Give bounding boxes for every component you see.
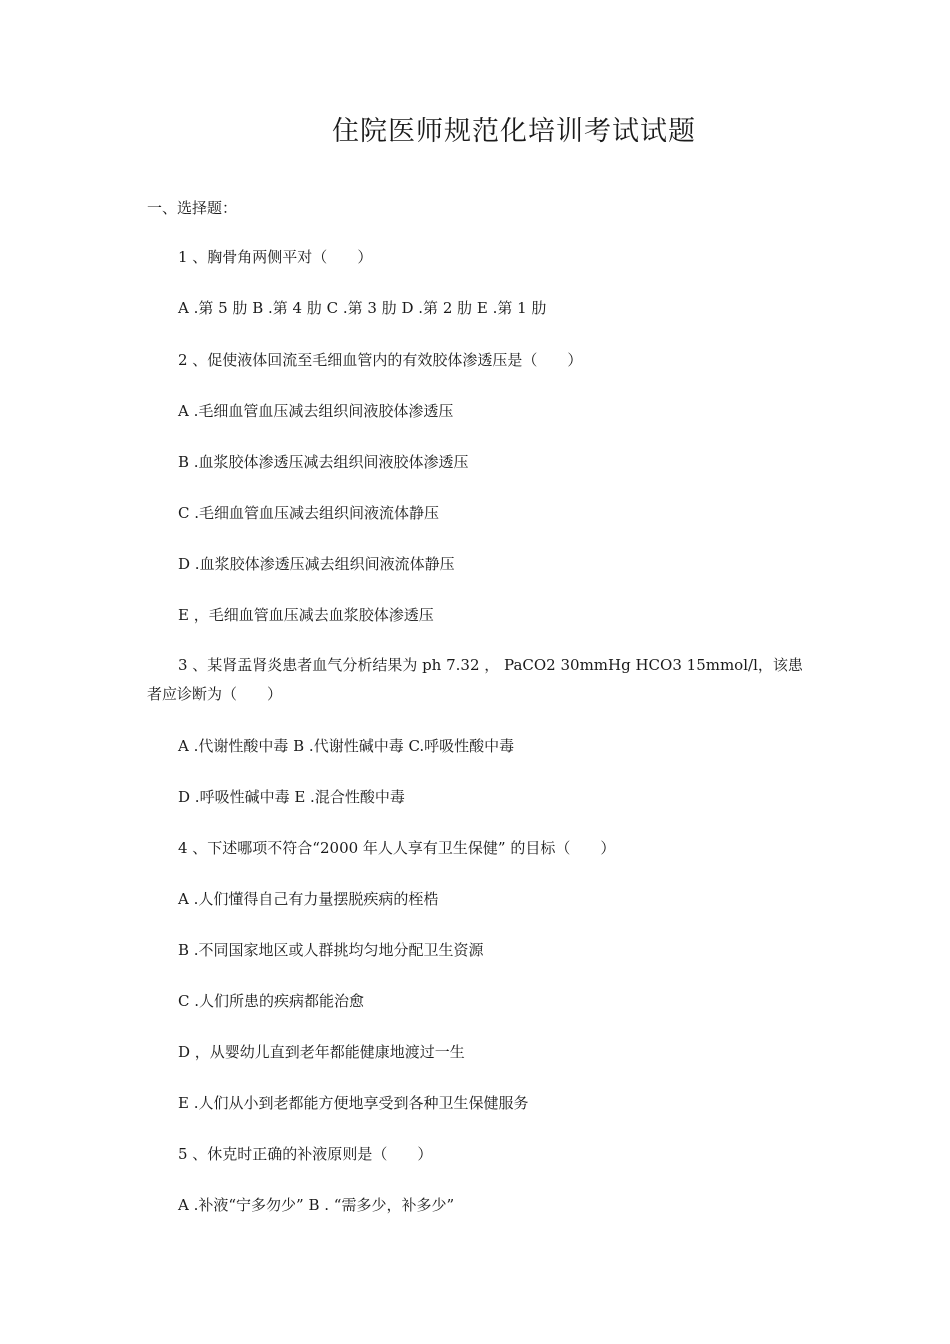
question-2-option-a: A .毛细血管血压减去组织间液胶体渗透压 bbox=[178, 402, 454, 420]
question-4-stem: 4 、下述哪项不符合“2000 年人人享有卫生保健” 的目标（ ） bbox=[178, 839, 616, 857]
question-1-stem: 1 、胸骨角两侧平对（ ） bbox=[178, 248, 373, 266]
question-2-option-e: E ，毛细血管血压减去血浆胶体渗透压 bbox=[178, 606, 434, 624]
question-5-options: A .补液“宁多勿少” B . “需多少，补多少” bbox=[178, 1196, 455, 1214]
section-heading: 一、选择题： bbox=[147, 199, 238, 217]
question-1-options: A .第 5 肋 B .第 4 肋 C .第 3 肋 D .第 2 肋 E .第 1 肋 bbox=[178, 299, 547, 317]
question-3-options-line-2: D .呼吸性碱中毒 E .混合性酸中毒 bbox=[178, 788, 405, 806]
question-3-stem: 3 、某肾盂肾炎患者血气分析结果为 ph 7.32 ， PaCO2 30mmHg HCO3 15mmol/l，该患者应诊断为（ ） bbox=[147, 656, 803, 703]
question-4-option-b: B .不同国家地区或人群挑均匀地分配卫生资源 bbox=[178, 941, 484, 959]
question-2-option-b: B .血浆胶体渗透压减去组织间液胶体渗透压 bbox=[178, 453, 469, 471]
question-5-stem: 5 、休克时正确的补液原则是（ ） bbox=[178, 1145, 433, 1163]
question-2-option-c: C .毛细血管血压减去组织间液流体静压 bbox=[178, 504, 440, 522]
question-3-options-line-1: A .代谢性酸中毒 B .代谢性碱中毒 C.呼吸性酸中毒 bbox=[178, 737, 515, 755]
question-2-option-d: D .血浆胶体渗透压减去组织间液流体静压 bbox=[178, 555, 455, 573]
question-4-option-e: E .人们从小到老都能方便地享受到各种卫生保健服务 bbox=[178, 1094, 529, 1112]
question-4-option-a: A .人们懂得自己有力量摆脱疾病的桎梏 bbox=[178, 890, 439, 908]
question-4-option-d: D ，从婴幼儿直到老年都能健康地渡过一生 bbox=[178, 1043, 465, 1061]
question-2-stem: 2 、促使液体回流至毛细血管内的有效胶体渗透压是（ ） bbox=[178, 351, 583, 369]
question-4-option-c: C .人们所患的疾病都能治愈 bbox=[178, 992, 365, 1010]
document-title: 住院医师规范化培训考试试题 bbox=[332, 116, 696, 147]
